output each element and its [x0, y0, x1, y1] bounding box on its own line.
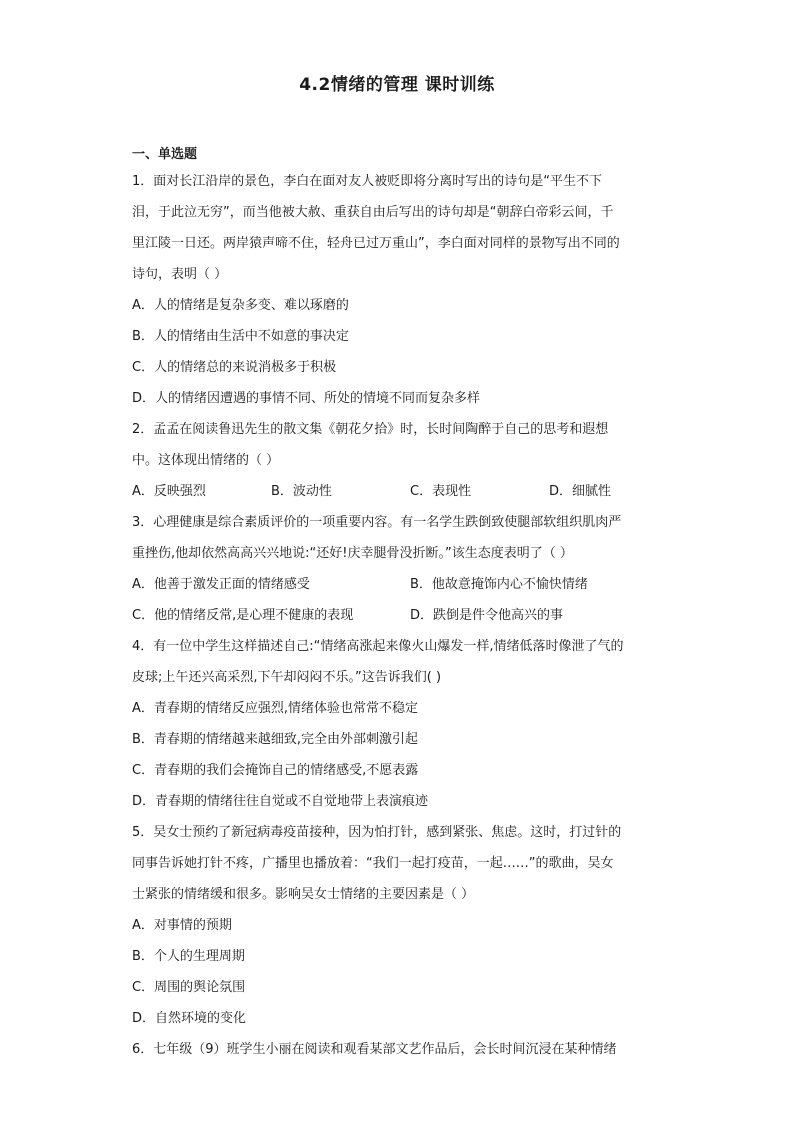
option-b: B．他故意掩饰内心不愉快情绪	[410, 577, 588, 592]
option-a: A．反映强烈	[132, 484, 206, 499]
option-a: A．他善于激发正面的情绪感受	[132, 577, 310, 592]
page-title: 4.2情绪的管理 课时训练	[299, 75, 495, 95]
option-c: C．周围的舆论氛围	[132, 980, 246, 995]
option-c: C．人的情绪总的来说消极多于积极	[132, 360, 337, 375]
question-text-line: 4．有一位中学生这样描述自己:“情绪高涨起来像火山爆发一样,情绪低落时像泄了气的	[132, 639, 624, 654]
question-text-line: 士紧张的情绪缓和很多。影响吴女士情绪的主要因素是（ ）	[132, 887, 475, 902]
question-text-line: 皮球;上午还兴高采烈,下午却闷闷不乐。”这告诉我们( )	[132, 670, 442, 685]
question-list	[132, 144, 662, 1065]
question-3	[132, 507, 662, 631]
option-d: D．自然环境的变化	[132, 1011, 247, 1026]
option-c: C．表现性	[410, 484, 472, 499]
option-b: B．人的情绪由生活中不如意的事决定	[132, 329, 349, 344]
question-1	[132, 166, 662, 414]
option-d: D．人的情绪因遭遇的事情不同、所处的情境不同而复杂多样	[132, 391, 481, 406]
options-row	[132, 600, 662, 631]
question-text-line: 诗句，表明（ ）	[132, 267, 228, 282]
question-5	[132, 817, 662, 1034]
question-text-line: 6．七年级（9）班学生小丽在阅读和观看某部文艺作品后，会长时间沉浸在某种情绪	[132, 1042, 617, 1057]
option-a: A．人的情绪是复杂多变、难以琢磨的	[132, 298, 349, 313]
question-text-line: 里江陵一日还。两岸猿声啼不住，轻舟已过万重山”，李白面对同样的景物写出不同的	[132, 236, 620, 251]
question-text-line: 中。这体现出情绪的（ ）	[132, 453, 280, 468]
option-a: A．对事情的预期	[132, 918, 232, 933]
question-2	[132, 414, 662, 507]
question-4	[132, 631, 662, 817]
option-d: D．跌倒是件令他高兴的事	[410, 608, 564, 623]
option-a: A．青春期的情绪反应强烈,情绪体验也常常不稳定	[132, 701, 419, 716]
options-row	[132, 569, 662, 600]
question-6	[132, 1034, 662, 1065]
question-text-line: 重挫伤,他却依然高高兴兴地说:“还好!庆幸腿骨没折断。”该生态度表明了（ ）	[132, 546, 573, 561]
option-d: D．细腻性	[549, 484, 612, 499]
option-c: C．青春期的我们会掩饰自己的情绪感受,不愿表露	[132, 763, 419, 778]
question-text-line: 1．面对长江沿岸的景色，李白在面对友人被贬即将分离时写出的诗句是“平生不下	[132, 174, 603, 189]
option-b: B．个人的生理周期	[132, 949, 245, 964]
question-text-line: 泪，于此泣无穷”，而当他被大赦、重获自由后写出的诗句却是“朝辞白帝彩云间，千	[132, 205, 614, 220]
question-text-line: 5．吴女士预约了新冠病毒疫苗接种，因为怕打针，感到紧张、焦虑。这时，打过针的	[132, 825, 622, 840]
option-c: C．他的情绪反常,是心理不健康的表现	[132, 608, 354, 623]
question-text-line: 2．孟孟在阅读鲁迅先生的散文集《朝花夕拾》时，长时间陶醉于自己的思考和遐想	[132, 422, 609, 437]
question-text-line: 同事告诉她打针不疼，广播里也播放着：“我们一起打疫苗，一起……”的歌曲，吴女	[132, 856, 614, 871]
option-d: D．青春期的情绪往往自觉或不自觉地带上表演痕迹	[132, 794, 429, 809]
option-b: B．青春期的情绪越来越细致,完全由外部刺激引起	[132, 732, 419, 747]
option-b: B．波动性	[271, 484, 332, 499]
question-text-line: 3．心理健康是综合素质评价的一项重要内容。有一名学生跌倒致使腿部软组织肌肉严	[132, 515, 622, 530]
options-row	[132, 476, 662, 507]
section-heading: 一、单选题	[132, 147, 198, 162]
